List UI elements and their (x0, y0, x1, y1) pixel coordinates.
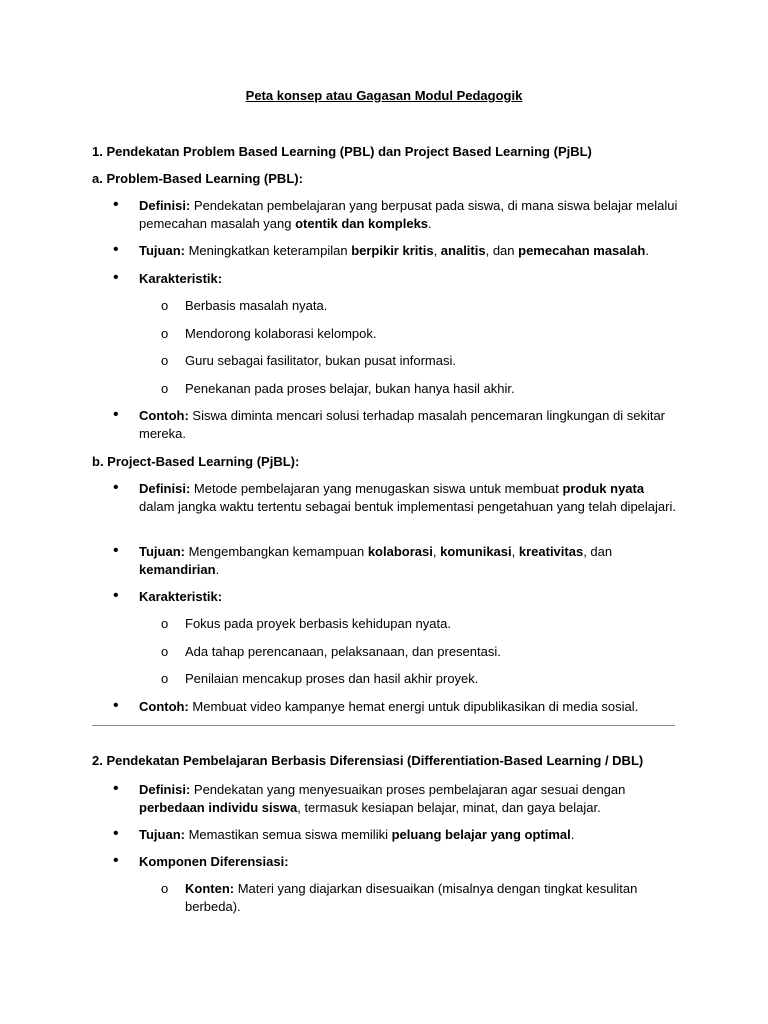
emphasis: produk nyata (562, 481, 645, 496)
emphasis: kolaborasi (367, 544, 433, 559)
label: Karakteristik: (139, 589, 223, 604)
label: Tujuan: (139, 827, 185, 842)
dbl-konten (185, 880, 645, 916)
pjbl-contoh (139, 698, 679, 716)
list-item: Mendorong kolaborasi kelompok. (185, 326, 377, 341)
text: . (215, 562, 220, 577)
emphasis: analitis (440, 243, 486, 258)
label: Karakteristik: (139, 271, 223, 286)
bullet-glyph: • (113, 241, 119, 258)
text: , (433, 243, 441, 258)
label: Konten: (185, 881, 235, 896)
text: . (428, 216, 432, 231)
bullet-glyph: • (113, 542, 119, 559)
text: , (432, 544, 441, 559)
horizontal-divider (92, 725, 675, 726)
emphasis: kemandirian (139, 562, 216, 577)
emphasis: perbedaan individu siswa (139, 800, 298, 815)
text: Memastikan semua siswa memiliki (184, 827, 392, 842)
list-item: Ada tahap perencanaan, pelaksanaan, dan presentasi. (185, 644, 501, 659)
text: , (511, 544, 519, 559)
list-item: Fokus pada proyek berbasis kehidupan nyata. (185, 616, 451, 631)
text: . (570, 827, 575, 842)
sub-bullet-glyph: o (161, 381, 169, 396)
pbl-definisi (139, 197, 679, 233)
sub-bullet-glyph: o (161, 298, 169, 313)
label: Tujuan: (139, 544, 185, 559)
text: Pendekatan pembelajaran yang berpusat pada siswa, di mana siswa belajar melalui pemecahan masalah yang (139, 198, 678, 231)
label: Contoh: (139, 699, 189, 714)
list-item: Penilaian mencakup proses dan hasil akhir proyek. (185, 671, 479, 686)
bullet-glyph: • (113, 852, 119, 869)
dbl-definisi (139, 781, 679, 817)
emphasis: berpikir kritis (351, 243, 434, 258)
emphasis: pemecahan masalah (518, 243, 646, 258)
sub-bullet-glyph: o (161, 881, 169, 896)
pbl-tujuan (139, 242, 679, 260)
bullet-glyph: • (113, 406, 119, 423)
pjbl-definisi (139, 480, 679, 516)
section-1-heading: 1. Pendekatan Problem Based Learning (PBL) dan Project Based Learning (PjBL) (92, 144, 592, 159)
subsection-a-heading: a. Problem-Based Learning (PBL): (92, 171, 303, 186)
emphasis: otentik dan kompleks (295, 216, 429, 231)
label: Definisi: (139, 198, 191, 213)
emphasis: kreativitas (518, 544, 584, 559)
bullet-glyph: • (113, 269, 119, 286)
sub-bullet-glyph: o (161, 326, 169, 341)
label: Komponen Diferensiasi: (139, 854, 289, 869)
text: Meningkatkan keterampilan (184, 243, 352, 258)
bullet-glyph: • (113, 697, 119, 714)
emphasis: komunikasi (440, 544, 512, 559)
text: Mengembangkan kemampuan (184, 544, 368, 559)
text: . (645, 243, 649, 258)
dbl-komponen (139, 853, 679, 871)
text: Membuat video kampanye hemat energi untuk dipublikasikan di media sosial. (188, 699, 639, 714)
section-2-heading: 2. Pendekatan Pembelajaran Berbasis Diferensiasi (Differentiation-Based Learning / DBL) (92, 753, 644, 768)
label: Contoh: (139, 408, 189, 423)
list-item: Guru sebagai fasilitator, bukan pusat informasi. (185, 353, 456, 368)
label: Definisi: (139, 481, 191, 496)
list-item: Penekanan pada proses belajar, bukan hanya hasil akhir. (185, 381, 515, 396)
document-title: Peta konsep atau Gagasan Modul Pedagogik (245, 88, 523, 103)
bullet-glyph: • (113, 196, 119, 213)
sub-bullet-glyph: o (161, 353, 169, 368)
dbl-tujuan (139, 826, 679, 844)
bullet-glyph: • (113, 780, 119, 797)
sub-bullet-glyph: o (161, 616, 169, 631)
pjbl-tujuan (139, 543, 679, 579)
list-item: Berbasis masalah nyata. (185, 298, 328, 313)
pbl-karakteristik (139, 270, 679, 288)
bullet-glyph: • (113, 825, 119, 842)
text: Metode pembelajaran yang menugaskan siswa untuk membuat (190, 481, 563, 496)
text: , dan (583, 544, 613, 559)
pbl-contoh (139, 407, 679, 443)
label: Definisi: (139, 782, 191, 797)
emphasis: peluang belajar yang optimal (391, 827, 571, 842)
subsection-b-heading: b. Project-Based Learning (PjBL): (92, 454, 300, 469)
sub-bullet-glyph: o (161, 671, 169, 686)
text: Siswa diminta mencari solusi terhadap masalah pencemaran lingkungan di sekitar mereka. (139, 408, 666, 441)
text: Pendekatan yang menyesuaikan proses pembelajaran agar sesuai dengan (190, 782, 626, 797)
text: , termasuk kesiapan belajar, minat, dan gaya belajar. (297, 800, 601, 815)
text: dalam jangka waktu tertentu sebagai bentuk implementasi pengetahuan yang telah dipelajari. (139, 499, 676, 514)
text: , dan (485, 243, 519, 258)
pjbl-karakteristik (139, 588, 679, 606)
label: Tujuan: (139, 243, 185, 258)
sub-bullet-glyph: o (161, 644, 169, 659)
text: Materi yang diajarkan disesuaikan (misalnya dengan tingkat kesulitan berbeda). (185, 881, 638, 914)
bullet-glyph: • (113, 587, 119, 604)
bullet-glyph: • (113, 479, 119, 496)
